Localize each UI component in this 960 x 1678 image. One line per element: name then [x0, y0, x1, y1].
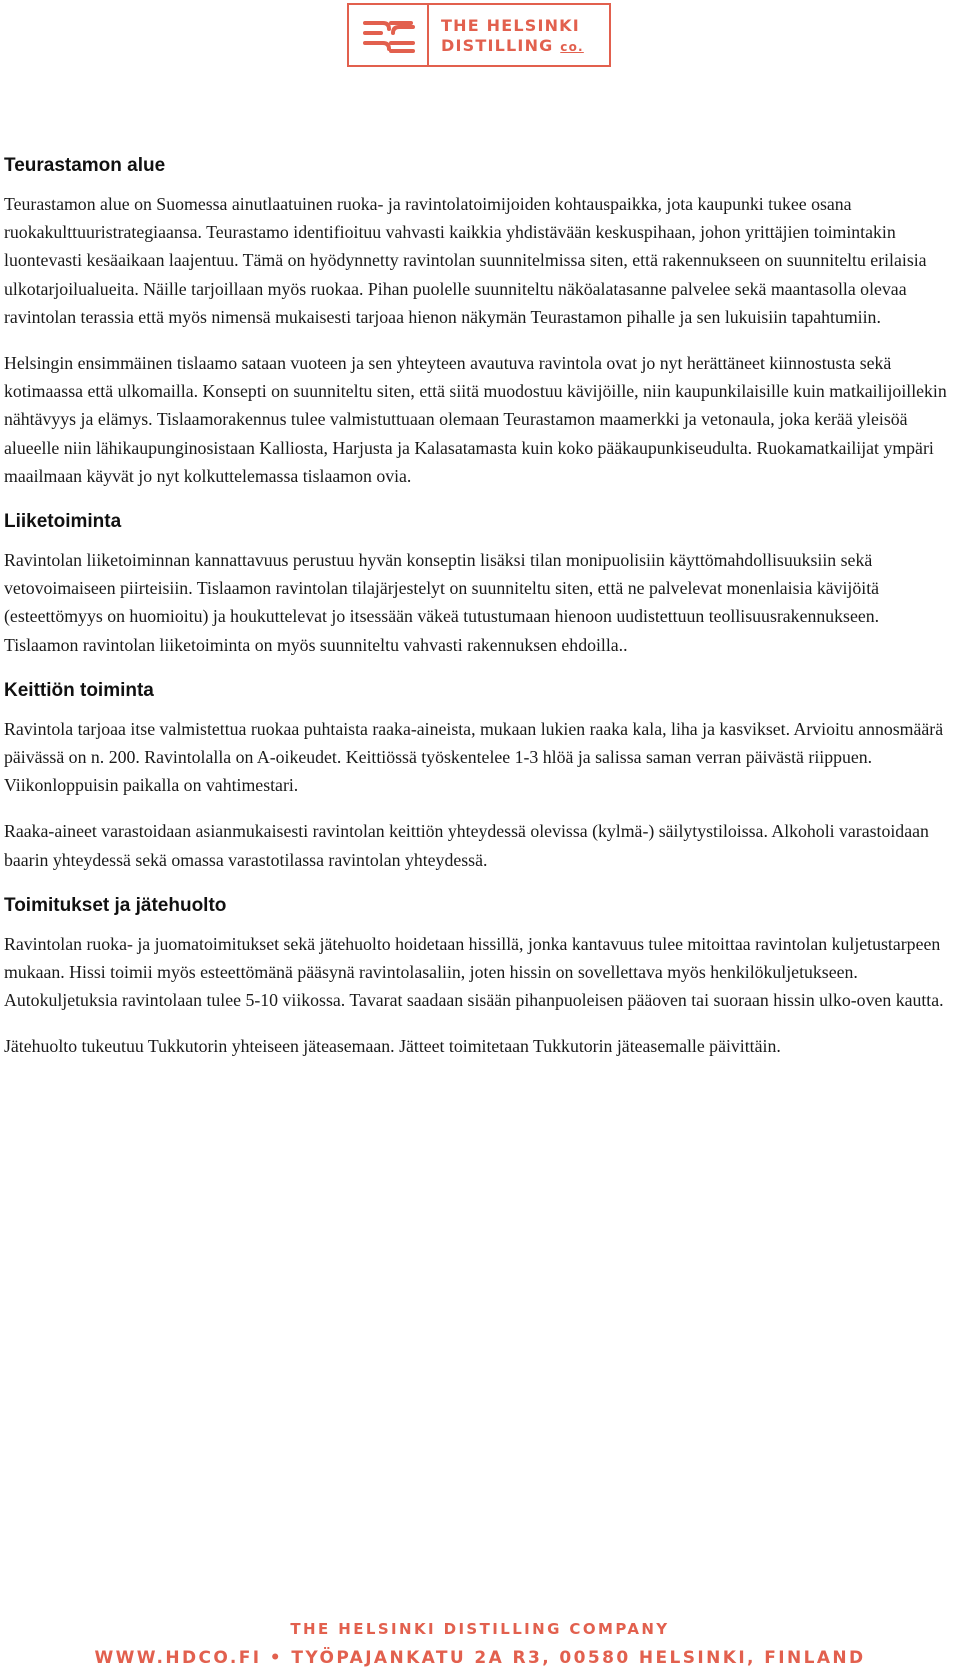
logo-wordmark: [441, 16, 584, 57]
logo-divider: [427, 5, 429, 65]
distillery-logo-mark-icon: [361, 17, 417, 55]
section-teurastamon-alue: [4, 152, 956, 490]
footer-company-name: THE HELSINKI DISTILLING COMPANY: [290, 1620, 670, 1638]
section-keittion-toiminta: [4, 677, 956, 874]
section-heading: Toimitukset ja jätehuolto: [4, 894, 227, 916]
logo-line-2: DISTILLING: [441, 36, 554, 55]
section-heading: Liiketoiminta: [4, 511, 122, 533]
section-toimitukset-ja-jatehuolto: [4, 892, 956, 1061]
company-logo: [347, 3, 611, 67]
section-heading: Keittiön toiminta: [4, 679, 154, 701]
paragraph: Teurastamon alue on Suomessa ainutlaatuinen ruoka- ja ravintolatoimijoiden kohtauspaikka, jota kaupunki tukee osana ruokakulttuuristrategiaansa. Teurastamo identifioituu vahvasti kaikkia yhdistävään keskuspihaan, johon yrittäjien toimintakin luontevasti kesäaikaan laajentuu. Tämä on hyödynnetty ravintolan suunnitelmissa siten, että rakennukseen on suunniteltu erilaisia ulkotarjoilualueita. Näille tarjoillaan myös ruokaa. Pihan puolelle suunniteltu näköalatasanne palvelee sekä maantasolla olevaa ravintolan terassia että myös nimensä mukaisesti tarjoaa hienon näkymän Teurastamon pihalle ja sen lukuisiin tapahtumiin.: [4, 194, 927, 327]
paragraph: Raaka-aineet varastoidaan asianmukaisesti ravintolan keittiön yhteydessä olevissa (kylmä-) säilytystiloissa. Alkoholi varastoidaan baarin yhteydessä sekä omassa varastotilassa ravintolan yhteydessä.: [4, 821, 929, 870]
paragraph: Ravintolan ruoka- ja juomatoimitukset sekä jätehuolto hoidetaan hissillä, jonka kantavuus tulee mitoittaa ravintolan kuljetustarpeen mukaan. Hissi toimii myös esteettömänä pääsynä ravintolasaliin, joten hissin on sovellettava myös henkilökuljetukseen. Autokuljetuksia ravintolaan tulee 5-10 viikossa. Tavarat saadaan sisään pihanpuoleisen pääoven tai suoraan hissin ulko-oven kautta.: [4, 933, 944, 1011]
logo-line-1: THE HELSINKI: [441, 16, 580, 35]
paragraph: Jätehuolto tukeutuu Tukkutorin yhteiseen jäteasemaan. Jätteet toimitetaan Tukkutorin jäteasemalle päivittäin.: [4, 1036, 781, 1057]
paragraph: Ravintolan liiketoiminnan kannattavuus perustuu hyvän konseptin lisäksi tilan monipuolisiin käyttömahdollisuuksiin sekä vetovoimaiseen piirteisiin. Tislaamon ravintolan tilajärjestelyt on suunniteltu siten, että ne palvelevat monenlaisia kävijöitä (esteettömyys on huomioitu) ja houkuttelevat jo itsessään väkeä tutustumaan hienoon uudistettuun teollisuusrakennukseen. Tislaamon ravintolan liiketoiminta on myös suunniteltu vahvasti rakennuksen ehdoilla..: [4, 550, 880, 655]
logo-co: co.: [560, 40, 584, 54]
paragraph: Helsingin ensimmäinen tislaamo sataan vuoteen ja sen yhteyteen avautuva ravintola ovat jo nyt herättäneet kiinnostusta sekä kotimaassa että ulkomailla. Konsepti on suunniteltu siten, että siitä muodostuu kävijöille, niin kaupunkilaisille kuin matkailijoillekin nähtävyys ja elämys. Tislaamorakennus tulee valmistuttuaan olemaan Teurastamon maamerkki ja vetonaula, joka kerää yleisöä alueelle niin lähikaupunginosistaan Kalliosta, Harjusta ja Kalasatamasta kuin koko pääkaupunkiseudulta. Ruokamatkailijat ympäri maailmaan käyvät jo nyt kolkuttelemassa tislaamon ovia.: [4, 353, 947, 486]
section-heading: Teurastamon alue: [4, 155, 166, 176]
document-body: [4, 152, 956, 1079]
paragraph: Ravintola tarjoaa itse valmistettua ruokaa puhtaista raaka-aineista, mukaan lukien raaka kala, liha ja kasvikset. Arvioitu annosmäärä päivässä on n. 200. Ravintolalla on A-oikeudet. Keittiössä työskentelee 1-3 hlöä ja salissa saman verran päivästä riippuen. Viikonloppuisin paikalla on vahtimestari.: [4, 718, 944, 796]
footer-contact: WWW.HDCO.FI • TYÖPAJANKATU 2A R3, 00580 HELSINKI, FINLAND: [94, 1648, 866, 1668]
section-liiketoiminta: [4, 508, 956, 659]
